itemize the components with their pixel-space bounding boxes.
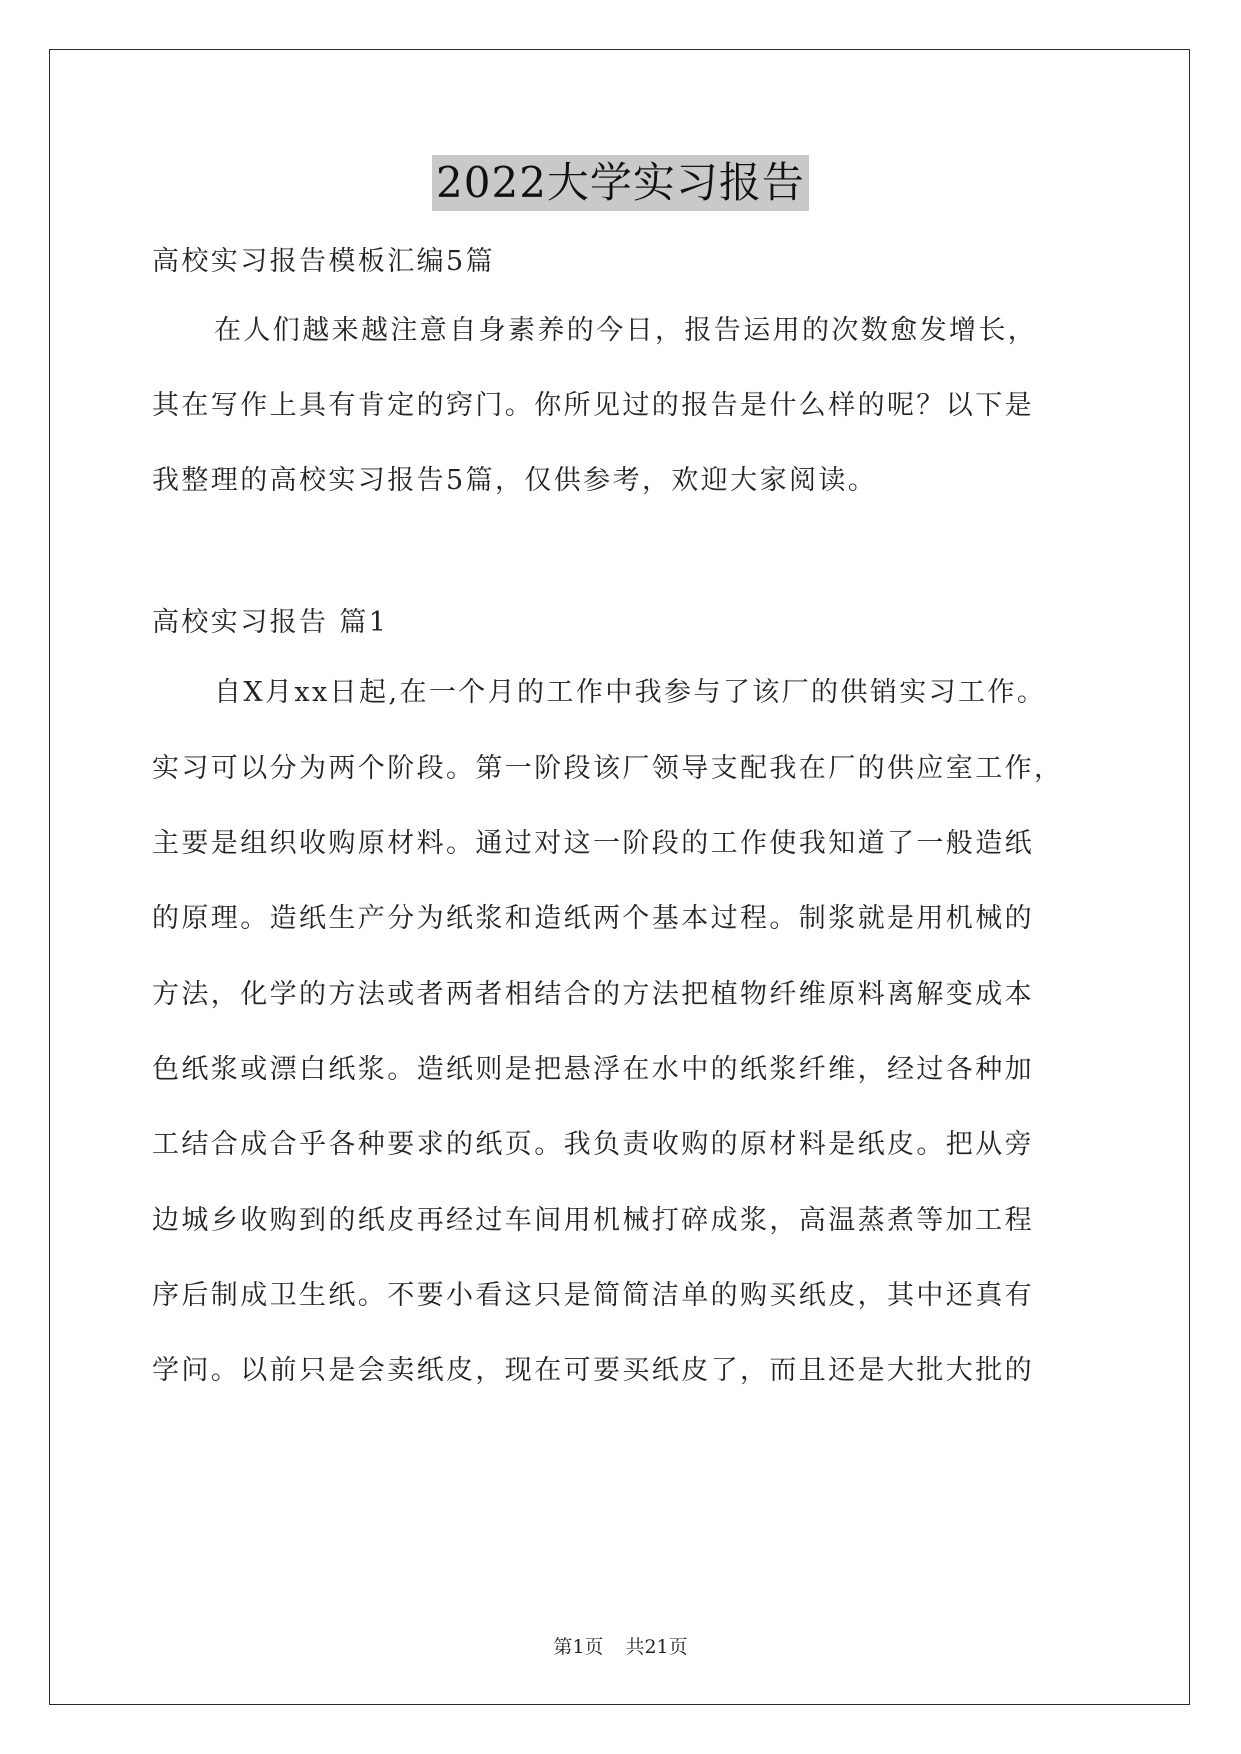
body-line: 色纸浆或漂白纸浆。造纸则是把悬浮在水中的纸浆纤维，经过各种加	[152, 1054, 1034, 1085]
body-line: 方法，化学的方法或者两者相结合的方法把植物纤维原料离解变成本	[152, 979, 1034, 1010]
body-line: 学问。以前只是会卖纸皮，现在可要买纸皮了，而且还是大批大批的	[152, 1355, 1034, 1386]
body-line: 主要是组织收购原材料。通过对这一阶段的工作使我知道了一般造纸	[152, 828, 1034, 859]
intro-line: 我整理的高校实习报告5篇，仅供参考，欢迎大家阅读。	[152, 465, 878, 496]
body-line: 自X月xx日起,在一个月的工作中我参与了该厂的供销实习工作。	[214, 677, 1047, 708]
body-line: 实习可以分为两个阶段。第一阶段该厂领导支配我在厂的供应室工作，	[152, 753, 1064, 784]
title-container	[0, 155, 1241, 211]
intro-line: 其在写作上具有肯定的窍门。你所见过的报告是什么样的呢？以下是	[152, 390, 1034, 421]
page-total: 共21页	[625, 1636, 688, 1658]
document-title: 2022大学实习报告	[432, 155, 809, 211]
document-subtitle: 高校实习报告模板汇编5篇	[152, 246, 495, 277]
body-line: 序后制成卫生纸。不要小看这只是简简洁单的购买纸皮，其中还真有	[152, 1280, 1034, 1311]
body-line: 工结合成合乎各种要求的纸页。我负责收购的原材料是纸皮。把从旁	[152, 1129, 1034, 1160]
section-heading: 高校实习报告 篇1	[152, 607, 389, 638]
page-border	[49, 49, 1190, 1705]
body-line: 边城乡收购到的纸皮再经过车间用机械打碎成浆，高温蒸煮等加工程	[152, 1205, 1034, 1236]
page-footer	[0, 1632, 1241, 1659]
body-line: 的原理。造纸生产分为纸浆和造纸两个基本过程。制浆就是用机械的	[152, 903, 1034, 934]
intro-line: 在人们越来越注意自身素养的今日，报告运用的次数愈发增长，	[214, 315, 1038, 346]
page-number: 第1页	[553, 1636, 604, 1658]
